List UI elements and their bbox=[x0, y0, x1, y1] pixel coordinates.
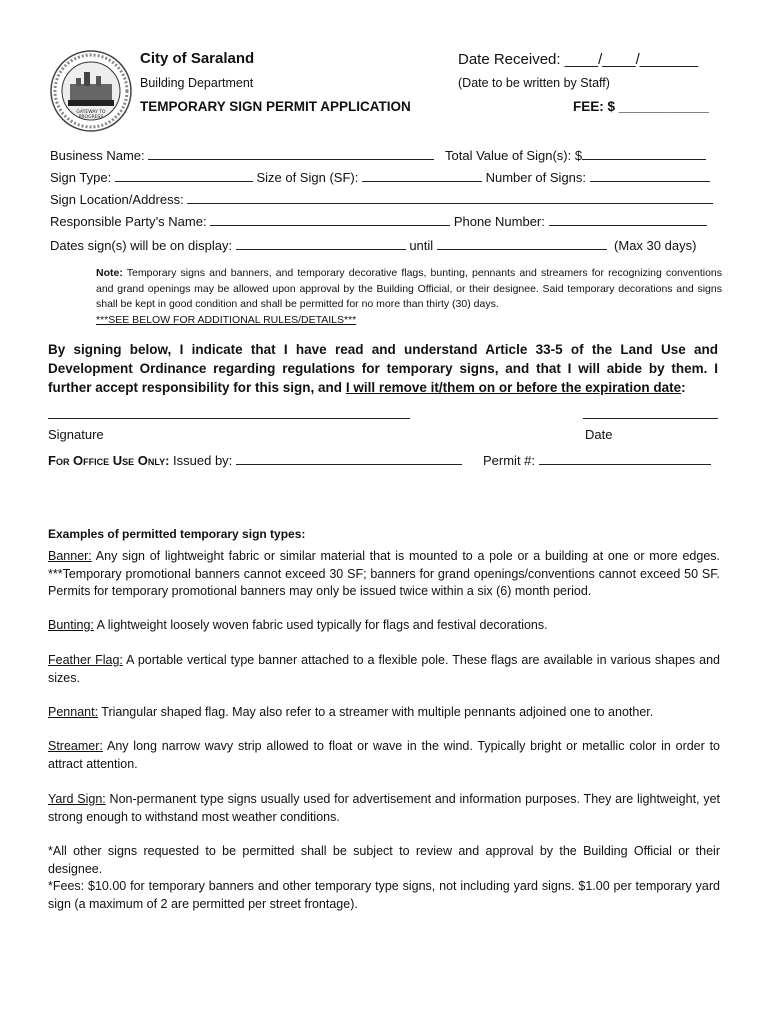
date-note: (Date to be written by Staff) bbox=[458, 76, 610, 90]
size-of-sign-input[interactable] bbox=[362, 167, 482, 182]
svg-text:PROGRESS: PROGRESS bbox=[78, 115, 104, 120]
total-value-label: Total Value of Sign(s): $ bbox=[445, 148, 583, 163]
permit-number-label: Permit #: bbox=[483, 453, 536, 468]
business-name-label: Business Name: bbox=[50, 148, 145, 163]
see-below-link: ***SEE BELOW FOR ADDITIONAL RULES/DETAILS*** bbox=[96, 313, 357, 326]
example-streamer bbox=[48, 738, 720, 773]
responsible-party-row bbox=[50, 211, 707, 229]
note-label: Note: bbox=[96, 267, 123, 279]
example-text: A lightweight loosely woven fabric used typically for flags and festival decorations. bbox=[93, 618, 548, 632]
permit-number-input[interactable] bbox=[539, 450, 711, 465]
date-received-label: Date Received: ____/____/_______ bbox=[458, 51, 699, 68]
example-term: Banner: bbox=[48, 549, 92, 563]
max-days-label: (Max 30 days) bbox=[614, 238, 697, 253]
city-seal bbox=[50, 50, 132, 132]
agreement-end: : bbox=[681, 380, 686, 395]
example-yard-sign bbox=[48, 791, 720, 826]
total-value-input[interactable] bbox=[582, 145, 706, 160]
agreement-statement bbox=[48, 340, 718, 397]
footnote-fees: *Fees: $10.00 for temporary banners and other temporary type signs, not including yard signs. $1.00 per temporary yard sign (a maximum of 2 are permitted per street frontage). bbox=[48, 879, 720, 911]
examples-heading: Examples of permitted temporary sign types: bbox=[48, 527, 306, 541]
number-of-signs-input[interactable] bbox=[590, 167, 710, 182]
number-of-signs-label: Number of Signs: bbox=[485, 170, 587, 185]
svg-text:GATEWAY TO: GATEWAY TO bbox=[76, 110, 106, 115]
example-text: Any sign of lightweight fabric or similar material that is mounted to a pole or a building at one or more edges. ***Temporary promotional banners cannot exceed 30 SF; banners for grand openings/conventions cannot exceed 50 SF. Permits for temporary promotional banners may only be issued twice within a six (6) month period. bbox=[48, 549, 720, 598]
date-line[interactable] bbox=[583, 404, 718, 419]
date-label: Date bbox=[585, 427, 613, 442]
example-bunting bbox=[48, 617, 720, 635]
phone-number-input[interactable] bbox=[549, 211, 707, 226]
fee-label: FEE: $ ____________ bbox=[573, 99, 709, 114]
sign-type-label: Sign Type: bbox=[50, 170, 112, 185]
phone-number-label: Phone Number: bbox=[453, 214, 545, 229]
total-value-row bbox=[445, 145, 706, 163]
department-name: Building Department bbox=[140, 76, 254, 90]
example-text: A portable vertical type banner attached to a flexible pole. These flags are available in various shapes and sizes. bbox=[48, 653, 720, 685]
example-term: Pennant: bbox=[48, 705, 99, 719]
until-label: until bbox=[409, 238, 434, 253]
display-end-input[interactable] bbox=[437, 235, 607, 250]
responsible-party-input[interactable] bbox=[210, 211, 450, 226]
example-term: Bunting: bbox=[48, 618, 94, 632]
signature-label: Signature bbox=[48, 427, 104, 442]
agreement-text: By signing below, I indicate that I have read and understand Article 33-5 of the Land Use and Development Ordinance regarding regulations for temporary signs, and that I will abide by them. I further accept responsibility for this sign, and bbox=[48, 342, 718, 395]
sign-location-row bbox=[50, 189, 713, 207]
issued-by-input[interactable] bbox=[236, 450, 462, 465]
example-text: Triangular shaped flag. May also refer to a streamer with multiple pennants adjoined one to another. bbox=[98, 705, 654, 719]
note-paragraph bbox=[96, 266, 722, 328]
sign-type-row bbox=[50, 167, 710, 185]
sign-location-label: Sign Location/Address: bbox=[50, 192, 184, 207]
office-use-label: For Office Use Only: bbox=[48, 453, 170, 468]
issued-by-label: Issued by: bbox=[173, 453, 233, 468]
example-banner bbox=[48, 548, 720, 601]
form-title: TEMPORARY SIGN PERMIT APPLICATION bbox=[140, 99, 411, 114]
example-text: Any long narrow wavy strip allowed to float or wave in the wind. Typically bright or metallic color in order to attract attention. bbox=[48, 739, 720, 771]
example-pennant bbox=[48, 704, 720, 722]
example-feather-flag bbox=[48, 652, 720, 687]
example-term: Feather Flag: bbox=[48, 653, 123, 667]
city-name: City of Saraland bbox=[140, 50, 255, 67]
example-term: Streamer: bbox=[48, 739, 103, 753]
size-of-sign-label: Size of Sign (SF): bbox=[256, 170, 359, 185]
display-start-input[interactable] bbox=[236, 235, 406, 250]
dates-display-row bbox=[50, 235, 696, 253]
signature-line[interactable] bbox=[48, 404, 410, 419]
example-term: Yard Sign: bbox=[48, 792, 106, 806]
agreement-underlined: I will remove it/them on or before the expiration date bbox=[345, 380, 682, 395]
footnote-approval: *All other signs requested to be permitted shall be subject to review and approval by the Building Official or their designee. bbox=[48, 844, 720, 876]
responsible-party-label: Responsible Party’s Name: bbox=[50, 214, 207, 229]
example-text: Non-permanent type signs usually used for advertisement and information purposes. They are lightweight, yet strong enough to withstand most weather conditions. bbox=[48, 792, 720, 824]
business-name-row bbox=[50, 145, 434, 163]
dates-display-label: Dates sign(s) will be on display: bbox=[50, 238, 233, 253]
sign-location-input[interactable] bbox=[187, 189, 713, 204]
business-name-input[interactable] bbox=[148, 145, 434, 160]
sign-type-input[interactable] bbox=[115, 167, 253, 182]
permit-row bbox=[483, 450, 711, 468]
office-use-row bbox=[48, 450, 462, 468]
note-text: Temporary signs and banners, and temporary decorative flags, bunting, pennants and streamers for recognizing conventions and grand openings may be allowed upon approval by the Building Official, or their designee. Said temporary decorations and signs shall be kept in good condition and shall be permitted for no more than thirty (30) days. bbox=[96, 267, 722, 310]
